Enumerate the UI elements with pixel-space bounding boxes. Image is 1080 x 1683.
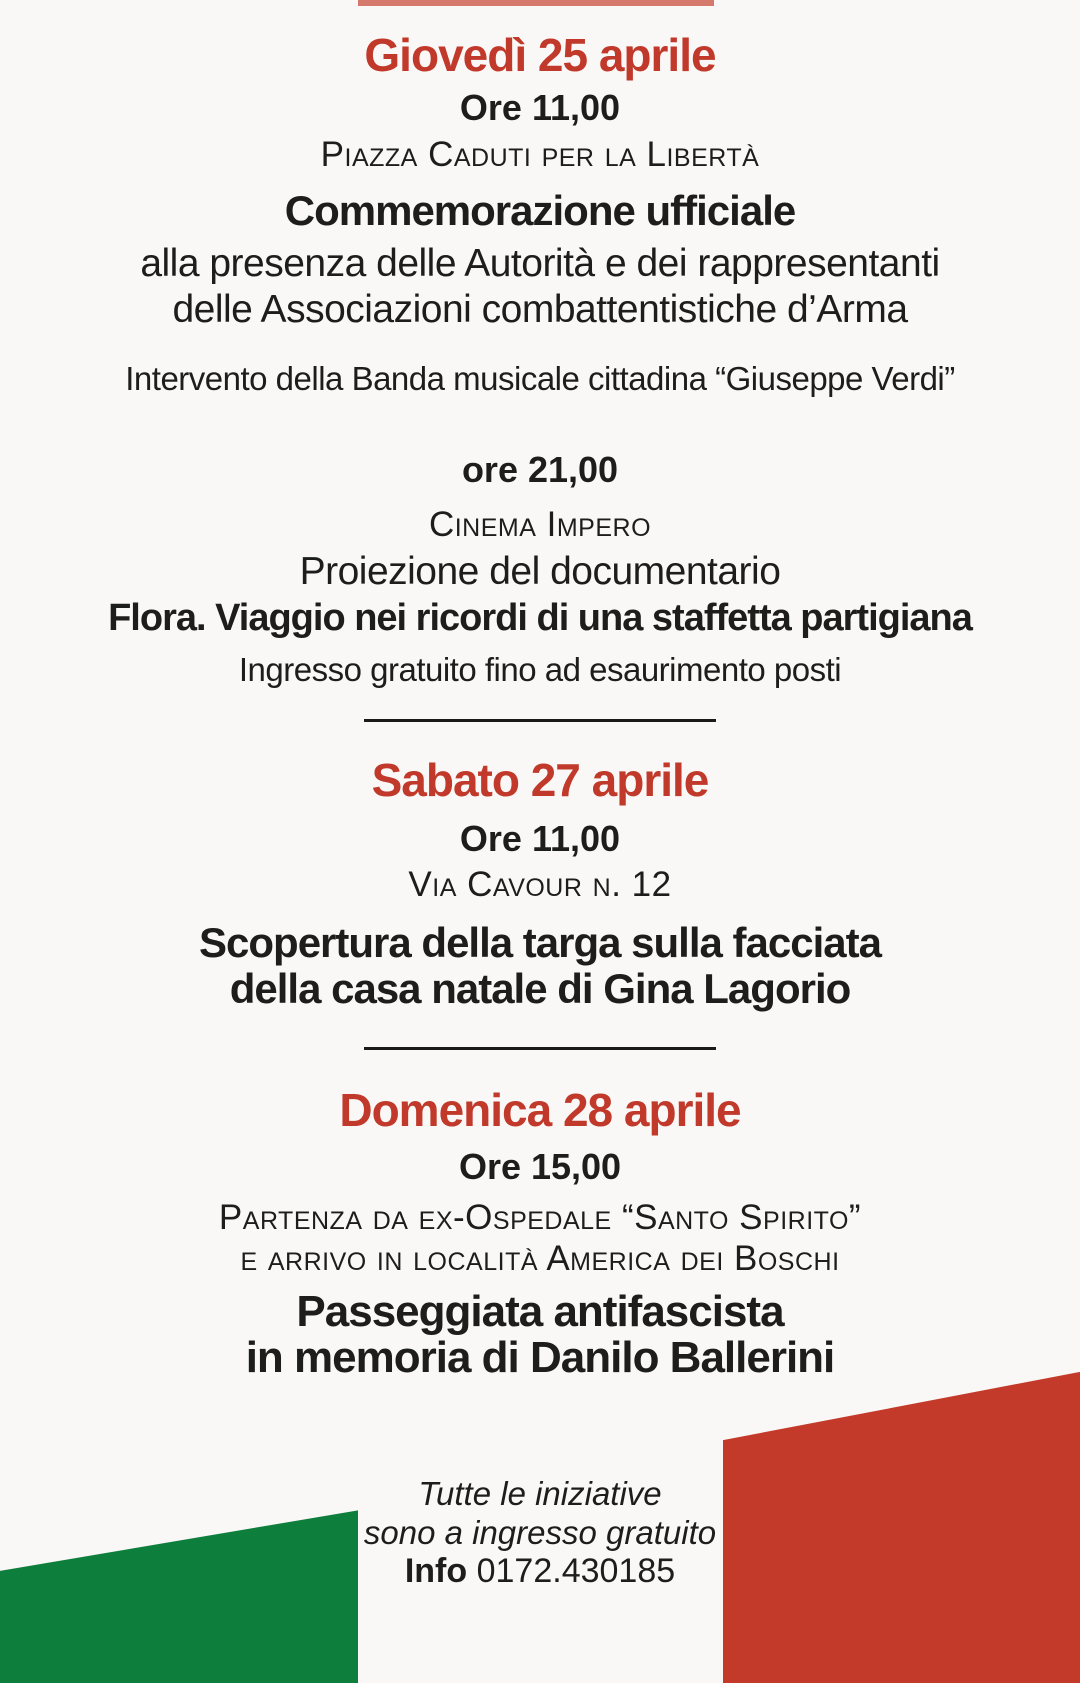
sunday-route-line2: e arrivo in località America dei Boschi [240, 1239, 840, 1278]
saturday-day-title: Sabato 27 aprile [371, 754, 709, 806]
footer-line1: Tutte le iniziative [418, 1475, 662, 1512]
thursday-evening-venue: Cinema Impero [428, 505, 652, 544]
thursday-evening-time: ore 21,00 [461, 449, 619, 490]
thursday-morning-venue: Piazza Caduti per la Libertà [320, 135, 760, 174]
footer-line2: sono a ingresso gratuito [363, 1514, 717, 1551]
thursday-morning-detail-line1: alla presenza delle Autorità e dei rappresentanti [140, 242, 940, 285]
thursday-day-title: Giovedì 25 aprile [364, 29, 716, 81]
sunday-headline-line1: Passeggiata antifascista [296, 1287, 784, 1336]
section-divider [364, 719, 716, 722]
footer-info-phone: 0172.430185 [476, 1552, 676, 1590]
sunday-route-line1: Partenza da ex-Ospedale “Santo Spirito” [218, 1198, 862, 1237]
film-title: Flora. Viaggio nei ricordi di una staffetta partigiana [108, 597, 972, 639]
thursday-evening-headline: Proiezione del documentario [299, 550, 781, 593]
sunday-time: Ore 15,00 [458, 1146, 622, 1187]
thursday-morning-time: Ore 11,00 [459, 87, 621, 128]
thursday-morning-detail-line2: delle Associazioni combattentistiche d’Arma [172, 288, 908, 331]
thursday-morning-headline: Commemorazione ufficiale [284, 187, 796, 234]
sunday-headline-line2: in memoria di Danilo Ballerini [245, 1333, 835, 1382]
footer-info [0, 1553, 1080, 1590]
saturday-time: Ore 11,00 [459, 818, 621, 859]
saturday-venue: Via Cavour n. 12 [408, 865, 672, 904]
thursday-morning-note: Intervento della Banda musicale cittadina “Giuseppe Verdi” [125, 360, 955, 397]
thursday-evening-note: Ingresso gratuito fino ad esaurimento posti [238, 651, 842, 688]
saturday-headline-line1: Scopertura della targa sulla facciata [199, 919, 881, 966]
sunday-day-title: Domenica 28 aprile [339, 1084, 741, 1136]
section-divider [364, 1047, 716, 1050]
saturday-headline-line2: della casa natale di Gina Lagorio [229, 965, 851, 1012]
top-red-strip [358, 0, 714, 6]
footer-info-label: Info [404, 1552, 468, 1590]
